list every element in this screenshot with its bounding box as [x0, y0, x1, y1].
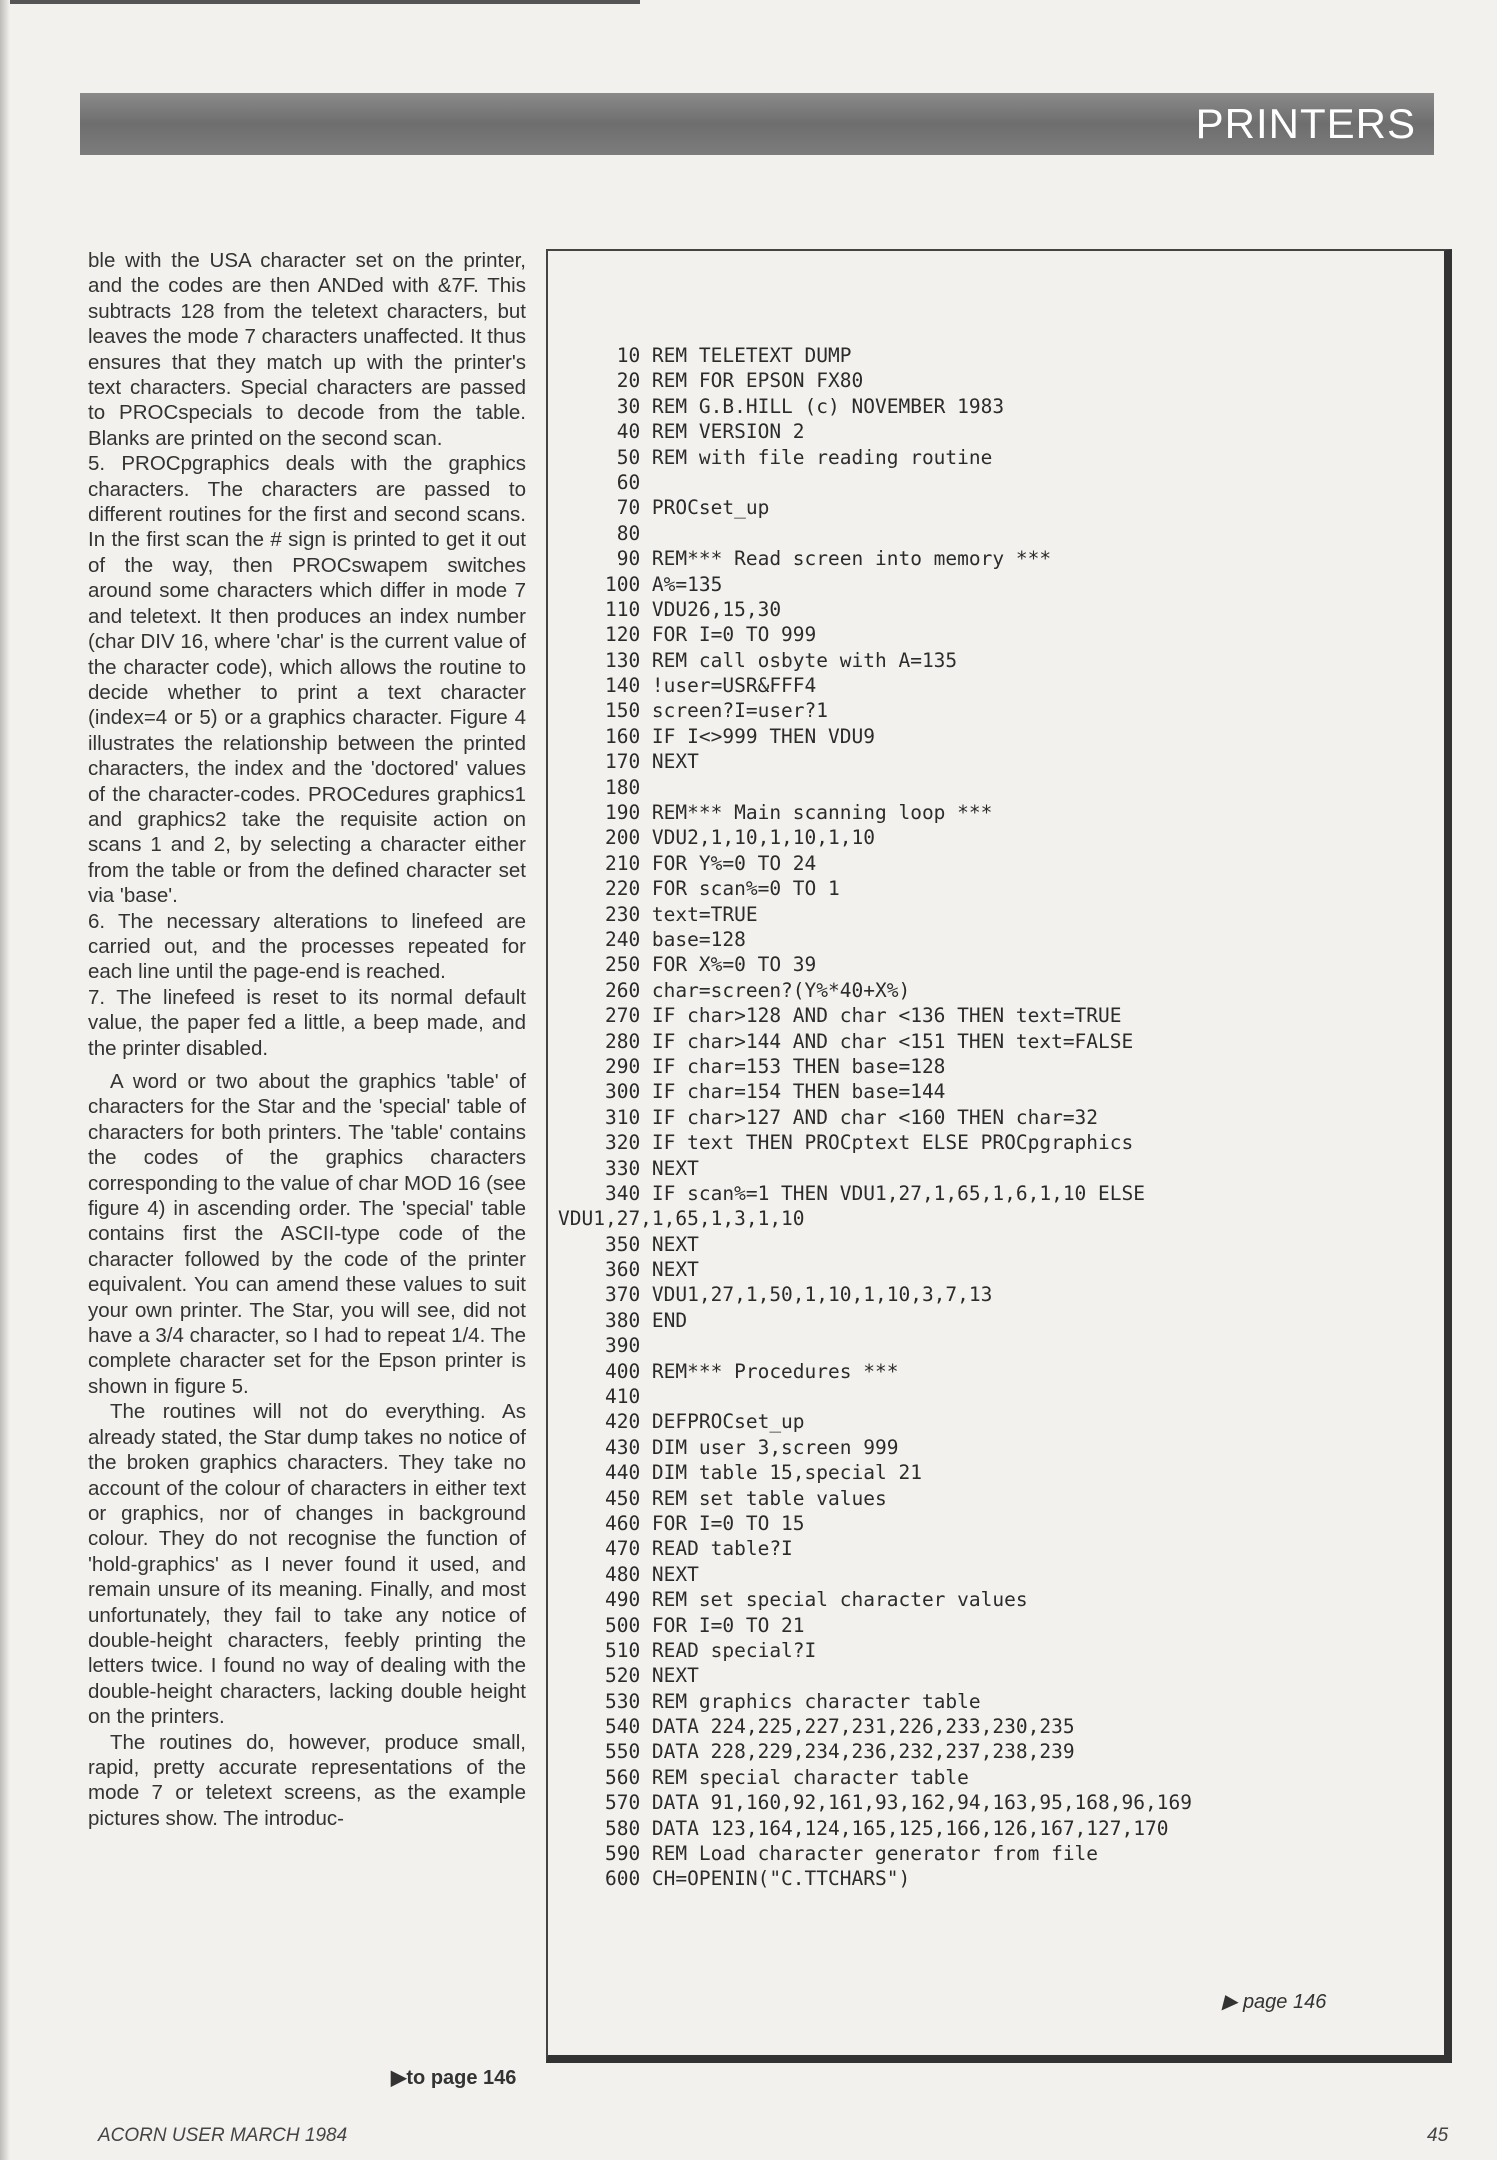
code-line: 280 IF char>144 AND char <151 THEN text=FALSE	[558, 1029, 1134, 1053]
footer-page-number: 45	[1427, 2125, 1449, 2146]
code-line: 310 IF char>127 AND char <160 THEN char=32	[558, 1105, 1099, 1129]
article-paragraph: A word or two about the graphics 'table' of characters for the Star and the 'special' table of characters for both printers. The 'table' contains the codes of the graphics characters corresponding to the value of char MOD 16 (see figure 4) in ascending order. The 'special' table contains first the ASCII-type code of the character followed by the code of the printer equivalent. You can amend these values to suit your own printer. The Star, you will see, did not have a 3/4 character, so I had to repeat 1/4. The complete character set for the Epson printer is shown in figure 5.	[88, 1070, 526, 1398]
code-line: 270 IF char>128 AND char <136 THEN text=TRUE	[558, 1004, 1122, 1028]
code-line: 160 IF I<>999 THEN VDU9	[558, 724, 875, 748]
code-line: 460 FOR I=0 TO 15	[558, 1511, 805, 1535]
code-line: 480 NEXT	[558, 1562, 699, 1586]
code-line: 20 REM FOR EPSON FX80	[558, 369, 864, 393]
code-line: 30 REM G.B.HILL (c) NOVEMBER 1983	[558, 394, 1005, 418]
code-line: 470 READ table?I	[558, 1537, 793, 1561]
top-rule	[0, 0, 640, 4]
section-header-bar	[80, 93, 1434, 155]
code-line: 140 !user=USR&FFF4	[558, 674, 817, 698]
code-line: 600 CH=OPENIN("C.TTCHARS")	[558, 1867, 911, 1891]
code-line: 290 IF char=153 THEN base=128	[558, 1054, 946, 1078]
code-line: 590 REM Load character generator from file	[558, 1842, 1099, 1866]
article-paragraph: ble with the USA character set on the printer, and the codes are then ANDed with &7F. This subtracts 128 from the teletext characters, but leaves the mode 7 characters unaffected. It thus ensures that they match up with the printer's text characters. Special characters are passed to PROCspecials to decode from the table. Blanks are printed on the second scan.	[88, 249, 526, 450]
code-line: 10 REM TELETEXT DUMP	[558, 344, 852, 367]
code-line: 370 VDU1,27,1,50,1,10,1,10,3,7,13	[558, 1283, 993, 1307]
code-line: 110 VDU26,15,30	[558, 597, 782, 621]
code-line: 580 DATA 123,164,124,165,125,166,126,167,127,170	[558, 1816, 1169, 1840]
code-line: 260 char=screen?(Y%*40+X%)	[558, 978, 911, 1002]
code-line: 50 REM with file reading routine	[558, 445, 993, 469]
program-listing	[558, 343, 1192, 1892]
section-title: PRINTERS	[1195, 100, 1416, 147]
code-line: 120 FOR I=0 TO 999	[558, 623, 817, 647]
code-line: 150 screen?I=user?1	[558, 699, 829, 723]
code-line: 190 REM*** Main scanning loop ***	[558, 801, 993, 825]
code-line: 200 VDU2,1,10,1,10,1,10	[558, 826, 875, 850]
code-line: 60	[558, 470, 641, 494]
footer-magazine-title: ACORN USER MARCH 1984	[98, 2125, 348, 2146]
code-line: 220 FOR scan%=0 TO 1	[558, 877, 840, 901]
code-line: 230 text=TRUE	[558, 902, 758, 926]
article-paragraph: The routines will not do everything. As already stated, the Star dump takes no notice of the broken graphics characters. They take no account of the colour of characters in either text or graphics, nor of changes in background colour. They do not recognise the function of 'hold-graphics' as I never found it used, and remain unsure of its meaning. Finally, and most unfortunately, they fail to take any notice of double-height characters, feebly printing the letters twice. I found no way of dealing with the double-height characters, lacking double height on the printers.	[88, 1400, 526, 1729]
code-line: VDU1,27,1,65,1,3,1,10	[558, 1207, 805, 1231]
code-line: 490 REM set special character values	[558, 1588, 1028, 1612]
code-line: 130 REM call osbyte with A=135	[558, 648, 958, 672]
code-line: 560 REM special character table	[558, 1765, 969, 1789]
listing-continued-page-label: ▶ page 146	[1222, 1991, 1327, 2013]
code-line: 80	[558, 521, 641, 545]
code-line: 360 NEXT	[558, 1258, 699, 1282]
code-line: 320 IF text THEN PROCptext ELSE PROCpgraphics	[558, 1131, 1134, 1155]
code-line: 40 REM VERSION 2	[558, 420, 805, 444]
code-line: 520 NEXT	[558, 1664, 699, 1688]
code-line: 540 DATA 224,225,227,231,226,233,230,235	[558, 1715, 1075, 1739]
code-line: 90 REM*** Read screen into memory ***	[558, 547, 1052, 571]
code-line: 170 NEXT	[558, 750, 699, 774]
code-line: 550 DATA 228,229,234,236,232,237,238,239	[558, 1740, 1075, 1764]
code-line: 440 DIM table 15,special 21	[558, 1461, 922, 1485]
code-line: 350 NEXT	[558, 1232, 699, 1256]
page-edge-shadow	[0, 0, 10, 2160]
article-column	[88, 248, 526, 1831]
code-line: 250 FOR X%=0 TO 39	[558, 953, 817, 977]
code-line: 400 REM*** Procedures ***	[558, 1359, 899, 1383]
code-line: 240 base=128	[558, 927, 746, 951]
code-line: 570 DATA 91,160,92,161,93,162,94,163,95,168,96,169	[558, 1791, 1192, 1815]
code-line: 210 FOR Y%=0 TO 24	[558, 851, 817, 875]
article-paragraph: 6. The necessary alterations to linefeed are carried out, and the processes repeated for each line until the page-end is reached.	[88, 909, 526, 984]
code-line: 330 NEXT	[558, 1156, 699, 1180]
code-line: 180	[558, 775, 641, 799]
code-line: 500 FOR I=0 TO 21	[558, 1613, 805, 1637]
code-line: 410	[558, 1385, 641, 1409]
article-paragraph: 7. The linefeed is reset to its normal default value, the paper fed a little, a beep made, and the printer disabled.	[88, 985, 526, 1060]
code-line: 430 DIM user 3,screen 999	[558, 1435, 899, 1459]
code-line: 100 A%=135	[558, 572, 723, 596]
code-line: 70 PROCset_up	[558, 496, 770, 520]
code-line: 300 IF char=154 THEN base=144	[558, 1080, 946, 1104]
article-paragraph: 5. PROCpgraphics deals with the graphics characters. The characters are passed to different routines for the first and second scans. In the first scan the # sign is printed to get it out of the way, then PROCswapem switches around some characters which differ in mode 7 and teletext. It then produces an index number (char DIV 16, where 'char' is the current value of the character code), which allows the routine to decide whether to print a text character (index=4 or 5) or a graphics character. Figure 4 illustrates the relationship between the printed characters, the index and the 'doctored' values of the character-codes. PROCedures graphics1 and graphics2 take the requisite action on scans 1 and 2, by selecting a character either from the table or from the defined character set via 'base'.	[88, 452, 526, 908]
code-line: 420 DEFPROCset_up	[558, 1410, 805, 1434]
program-listing-box	[546, 249, 1452, 2063]
code-line: 510 READ special?I	[558, 1638, 817, 1662]
continued-to-page-label: ▶to page 146	[391, 2067, 517, 2089]
code-line: 380 END	[558, 1308, 688, 1332]
code-line: 530 REM graphics character table	[558, 1689, 981, 1713]
code-line: 450 REM set table values	[558, 1486, 887, 1510]
article-paragraph: The routines do, however, produce small, rapid, pretty accurate representations of the mode 7 or teletext screens, as the example pictures show. The introduc-	[88, 1730, 526, 1830]
code-line: 340 IF scan%=1 THEN VDU1,27,1,65,1,6,1,10 ELSE	[558, 1181, 1145, 1205]
code-line: 390	[558, 1334, 641, 1358]
